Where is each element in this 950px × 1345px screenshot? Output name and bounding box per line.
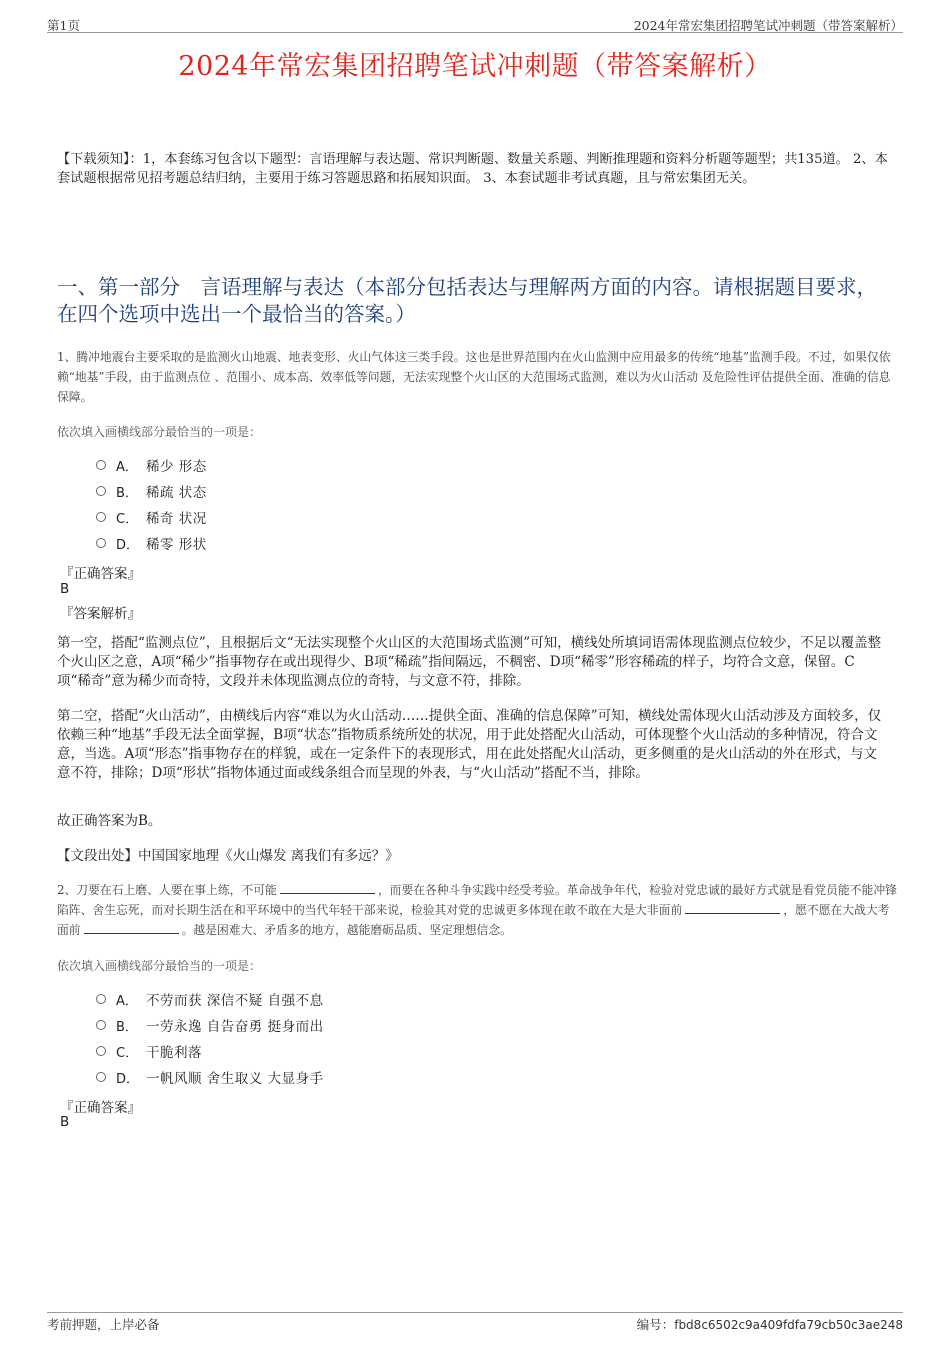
q2-option-b[interactable] xyxy=(96,1015,324,1035)
q1-conclusion: 故正确答案为B。 xyxy=(57,813,162,829)
q1-answer-label: 『正确答案』 xyxy=(60,566,141,582)
footer-doc-code xyxy=(637,1315,903,1333)
q1-option-b[interactable] xyxy=(96,481,207,501)
code-value: fbd8c6502c9a409fdfa79cb50c3ae248 xyxy=(674,1318,903,1332)
page-number: 第1页 xyxy=(47,18,80,33)
page-header xyxy=(47,14,903,33)
option-text: 一劳永逸 自告奋勇 挺身而出 xyxy=(146,1019,324,1035)
option-text: 稀少 形态 xyxy=(146,459,207,475)
q1-analysis-label: 『答案解析』 xyxy=(60,606,141,622)
fill-blank xyxy=(685,902,780,914)
q1-option-a[interactable] xyxy=(96,455,207,475)
q2-option-c[interactable] xyxy=(96,1041,202,1061)
option-text: 稀奇 状况 xyxy=(146,511,207,527)
q1-analysis-paragraph-1: 第一空，搭配“监测点位”，且根据后文“无法实现整个火山区的大范围场式监测”可知，横线处所填词语需体现监测点位较少，不足以覆盖整个火山区之意，A项“稀少”指事物存在或出现得少、B项“稀疏”指间隔远，不稠密、D项“稀零”形容稀疏的样子，均符合文意，保留。C项“稀奇”意为稀少而奇特，文段并未体现监测点位的奇特，与文意不符，排除。 xyxy=(57,635,882,689)
q2-option-d[interactable] xyxy=(96,1067,324,1087)
radio-icon[interactable] xyxy=(96,994,106,1004)
radio-icon[interactable] xyxy=(96,460,106,470)
fill-blank xyxy=(280,882,375,894)
q1-source: 【文段出处】中国国家地理《火山爆发 离我们有多远？》 xyxy=(57,848,399,864)
option-letter: B． xyxy=(116,485,138,501)
option-letter: B． xyxy=(116,1019,138,1035)
radio-icon[interactable] xyxy=(96,1072,106,1082)
option-letter: D． xyxy=(116,537,140,553)
q1-analysis-paragraph-2: 第二空，搭配“火山活动”，由横线后内容“难以为火山活动……提供全面、准确的信息保障”可知，横线处需体现火山活动涉及方面较多，仅依赖三种“地基”手段无法全面掌握，B项“状态”指物质系统所处的状况，用于此处搭配火山活动，可体现整个火山活动的多种情况，符合文意，当选。A项“形态”指事物存在的样貌，或在一定条件下的表现形式，用在此处搭配火山活动，更多侧重的是火山活动的外在形式，与文意不符，排除；D项“形状”指物体通过面或线条组合而呈现的外表，与“火山活动”搭配不当，排除。 xyxy=(57,708,882,781)
radio-icon[interactable] xyxy=(96,486,106,496)
q1-option-c[interactable] xyxy=(96,507,207,527)
option-letter: C． xyxy=(116,1045,139,1061)
question-1-prompt: 依次填入画横线部分最恰当的一项是： xyxy=(57,425,262,439)
q1-option-d[interactable] xyxy=(96,533,207,553)
option-letter: D． xyxy=(116,1071,140,1087)
q2-text-part: 2、刀要在石上磨、人要在事上练，不可能 xyxy=(57,883,277,897)
option-text: 干脆利落 xyxy=(146,1045,202,1061)
radio-icon[interactable] xyxy=(96,538,106,548)
radio-icon[interactable] xyxy=(96,512,106,522)
q2-answer: B xyxy=(60,1114,70,1130)
option-letter: A． xyxy=(116,993,138,1009)
option-text: 一帆风顺 舍生取义 大显身手 xyxy=(146,1071,324,1087)
download-notice: 【下载须知】：1，本套练习包含以下题型：言语理解与表达题、常识判断题、数量关系题、判断推理题和资料分析题等题型；共135道。 2、本套试题根据常见招考题总结归纳，主要用于练习答题思路和拓展知识面。 3、本套试题非考试真题，且与常宏集团无关。 xyxy=(57,152,888,186)
q2-option-a[interactable] xyxy=(96,989,324,1009)
q2-text-part: ，而要在各种斗争实践中经受考验。革命战争年代，检验对党忠诚的最好方式就是看党员能不能冲锋陷阵、舍生忘死，而对长期生活在和平环境中的当代年轻干部来说，检验其对党的忠诚更多体现在敢不敢在大是大非面前 xyxy=(57,883,897,917)
page-footer xyxy=(47,1312,903,1333)
q2-answer-label: 『正确答案』 xyxy=(60,1100,141,1116)
option-text: 稀零 形状 xyxy=(146,537,207,553)
option-text: 不劳而获 深信不疑 自强不息 xyxy=(146,993,324,1009)
option-letter: A． xyxy=(116,459,138,475)
option-text: 稀疏 状态 xyxy=(146,485,207,501)
fill-blank xyxy=(84,922,179,934)
footer-slogan: 考前押题，上岸必备 xyxy=(47,1317,160,1332)
header-doc-title: 2024年常宏集团招聘笔试冲刺题（带答案解析） xyxy=(633,18,903,33)
question-2-text xyxy=(57,880,897,940)
option-letter: C． xyxy=(116,511,139,527)
document-title: 2024年常宏集团招聘笔试冲刺题（带答案解析） xyxy=(178,51,772,82)
radio-icon[interactable] xyxy=(96,1020,106,1030)
code-label: 编号： xyxy=(636,1317,675,1332)
q2-text-part: 。越是困难大、矛盾多的地方，越能磨砺品质、坚定理想信念。 xyxy=(181,923,512,937)
question-2-prompt: 依次填入画横线部分最恰当的一项是： xyxy=(57,959,262,973)
q2-text-part: ，愿不愿在大战大考面前 xyxy=(57,903,890,937)
q1-answer: B xyxy=(60,581,70,597)
radio-icon[interactable] xyxy=(96,1046,106,1056)
section-heading: 一、第一部分 言语理解与表达（本部分包括表达与理解两方面的内容。请根据题目要求，在四个选项中选出一个最恰当的答案。） xyxy=(57,275,877,326)
question-1-text: 1、腾冲地震台主要采取的是监测火山地震、地表变形、火山气体这三类手段。这也是世界范围内在火山监测中应用最多的传统“地基”监测手段。不过，如果仅依赖“地基”手段，由于监测点位 、范围小、成本高、效率低等问题，无法实现整个火山区的大范围场式监测，难以为火山活动 及危险性评估提供全面、准确的信息保障。 xyxy=(57,350,891,404)
